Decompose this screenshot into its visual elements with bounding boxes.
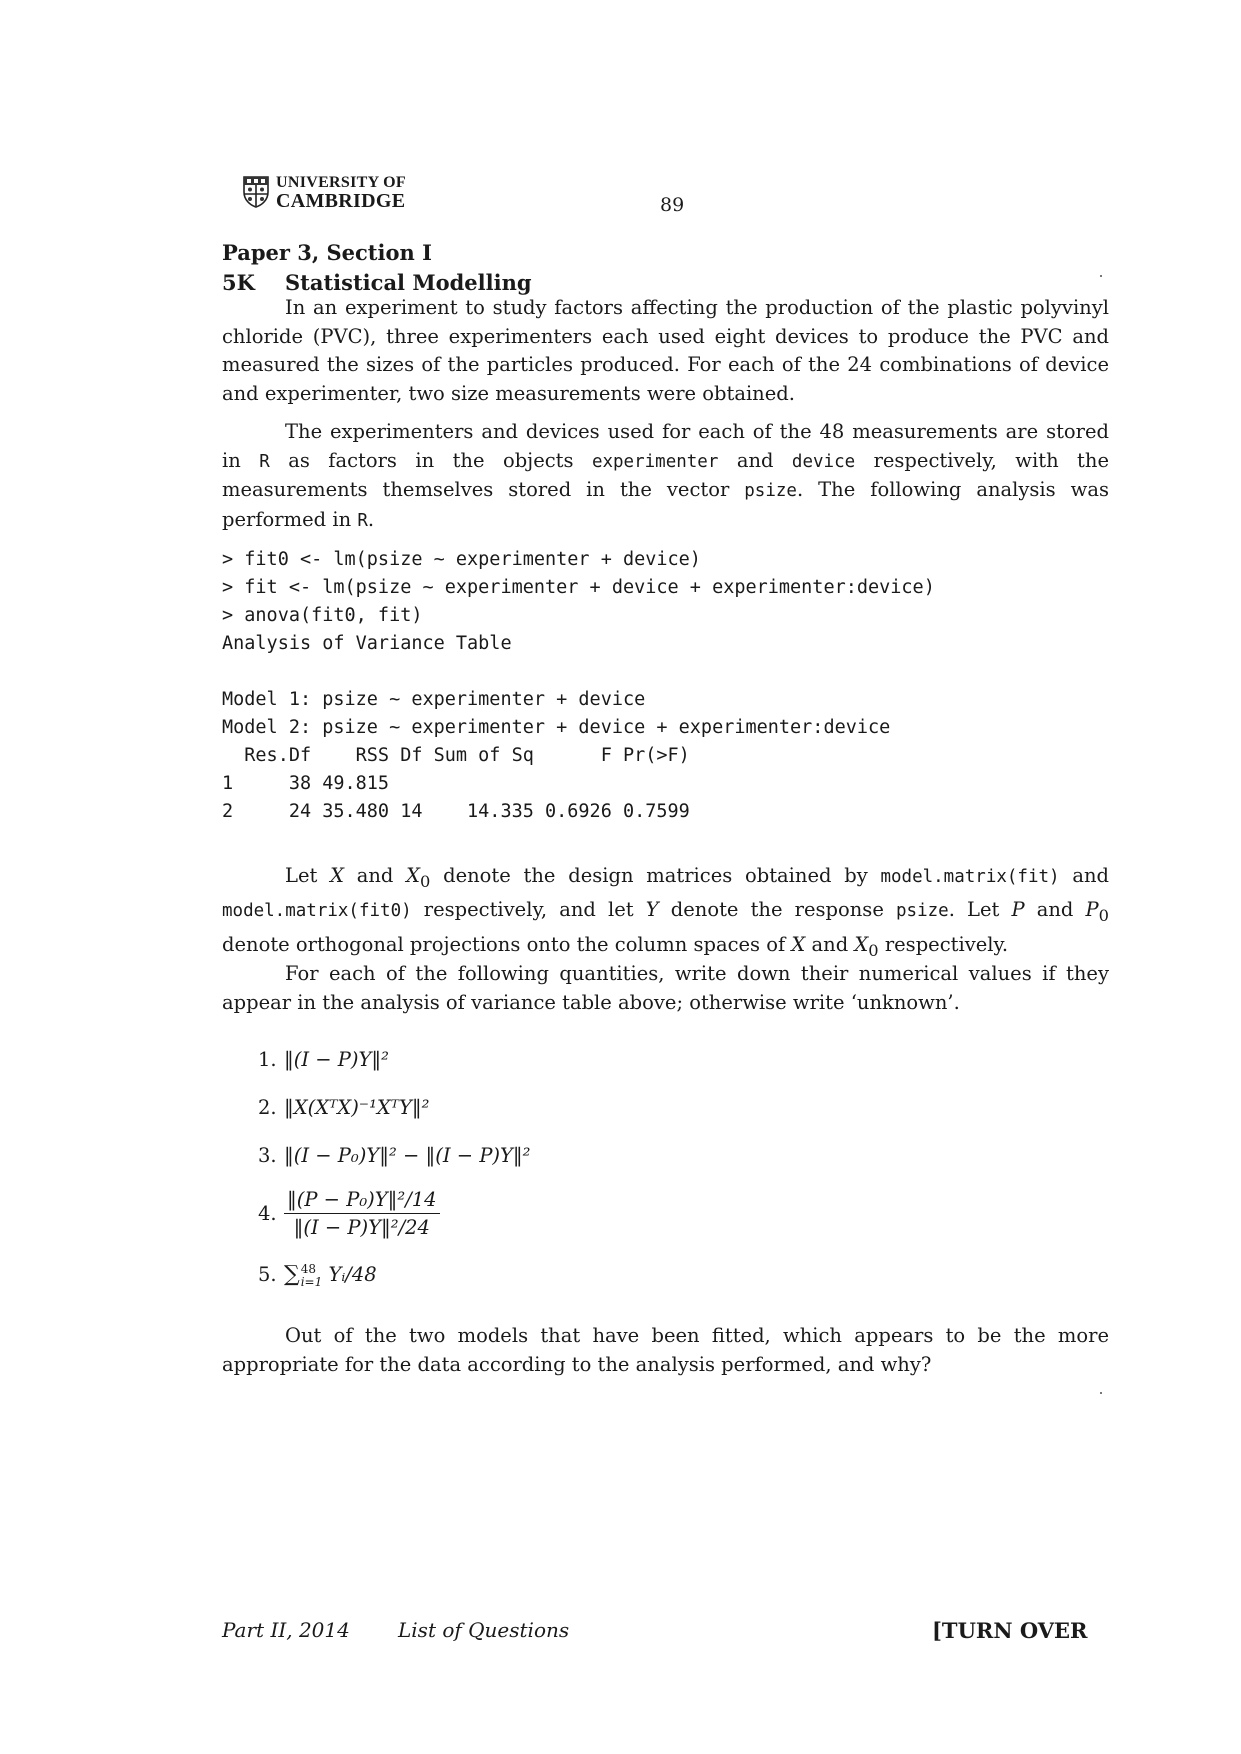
r-code-output: > fit0 <- lm(psize ~ experimenter + device) > fit <- lm(psize ~ experimenter + device + experimenter:device) > anova(fit0, fit) Analysis of Variance Table Model 1: psize ~ experimenter + device Model 2: psize ~ experimenter + device + experimenter:device Res.Df RSS Df Sum of Sq F Pr(>F) 1 38 49.815 2 24 35.480 14 14.335 0.6926 0.7599 [222, 549, 935, 822]
p2-text-a: The experimenters and devices used for each of the 48 measurements are stored in [222, 420, 1109, 472]
code-psize: psize [744, 481, 797, 501]
paragraph-data-description [222, 418, 1109, 535]
math-p: P [1011, 898, 1025, 922]
r-code-2: R [357, 510, 368, 531]
list-item-1 [258, 1048, 389, 1071]
university-line2: CAMBRIDGE [276, 190, 406, 212]
page-number: 89 [660, 194, 685, 216]
p3-text-i: denote orthogonal projections onto the column spaces of [222, 932, 792, 956]
p3-text-c: denote the design matrices obtained by [430, 864, 881, 887]
math-p0-sub: 0 [1098, 906, 1110, 926]
math-x0-2-sub: 0 [868, 940, 879, 960]
math-x-2: X [791, 932, 806, 956]
item-number: 1. [258, 1048, 277, 1071]
expression-5: Yᵢ/48 [322, 1263, 377, 1286]
footer-turn-over: [TURN OVER [932, 1618, 1088, 1643]
paragraph-question-text: Out of the two models that have been fitted, which appears to be the more appropriate for the data according to the analysis performed, and why? [222, 1324, 1109, 1376]
question-id: 5K [222, 270, 255, 295]
sum-symbol: ∑ [284, 1262, 300, 1287]
code-experimenter: experimenter [591, 451, 719, 472]
footer-list-of-questions: List of Questions [398, 1618, 570, 1642]
math-x0: X [406, 864, 421, 887]
margin-dot [1100, 275, 1102, 277]
code-model-matrix-fit0: model.matrix(fit0) [222, 901, 412, 922]
list-item-2 [258, 1096, 429, 1119]
r-code-1: R [259, 451, 270, 472]
fraction [284, 1188, 440, 1239]
list-item-3 [258, 1144, 530, 1167]
p3-text-h: and [1024, 898, 1086, 922]
p3-text-d: and [1059, 864, 1110, 887]
math-x: X [330, 864, 344, 887]
math-x0-2: X [854, 932, 869, 956]
paragraph-definitions [222, 862, 1109, 965]
p3-text-a: Let [285, 864, 331, 887]
item-number: 5. [258, 1263, 277, 1286]
expression-2: ‖X(XᵀX)⁻¹XᵀY‖² [284, 1096, 430, 1119]
p3-text-f: denote the response [658, 898, 896, 922]
paragraph-instructions [222, 960, 1109, 1017]
p2-text-f: . [367, 507, 375, 531]
math-x0-sub: 0 [420, 871, 431, 891]
cambridge-crest-icon [243, 176, 269, 208]
list-item-5 [258, 1262, 377, 1289]
paragraph-instructions-text: For each of the following quantities, write down their numerical values if they appear in the analysis of variance table above; otherwise write ‘unknown’. [222, 962, 1109, 1014]
paragraph-intro [222, 294, 1109, 408]
p3-text-j: and [805, 932, 855, 956]
sum-limits [301, 1263, 323, 1289]
p3-text-g: . Let [948, 898, 1012, 922]
fraction-numerator: ‖(P − P₀)Y‖²/14 [284, 1188, 440, 1214]
code-device: device [791, 451, 856, 472]
p2-text-b: as factors in the objects [269, 448, 592, 472]
item-number: 3. [258, 1144, 277, 1167]
expression-3: ‖(I − P₀)Y‖² − ‖(I − P)Y‖² [284, 1144, 531, 1167]
code-psize-2: psize [896, 901, 949, 922]
university-logo [243, 174, 406, 210]
paper-section-heading: Paper 3, Section I [222, 240, 432, 265]
university-line1: UNIVERSITY OF [276, 174, 406, 191]
sum-upper-limit: 48 [300, 1261, 316, 1276]
footer-part: Part II, 2014 [222, 1618, 350, 1642]
university-name [276, 174, 406, 210]
paragraph-question [222, 1322, 1109, 1379]
p2-text-e: . The following analysis was performed in [222, 478, 1109, 531]
item-number: 4. [258, 1202, 277, 1225]
item-number: 2. [258, 1096, 277, 1119]
math-y: Y [645, 898, 659, 922]
p2-text-d: respectively, with the measurements themselves stored in the vector [222, 448, 1109, 501]
math-p0: P [1085, 898, 1099, 922]
list-item-4 [258, 1188, 440, 1239]
question-title: Statistical Modelling [285, 270, 532, 295]
paragraph-intro-text: In an experiment to study factors affecting the production of the plastic polyvinyl chloride (PVC), three experimenters each used eight devices to produce the PVC and measured the sizes of the particles produced. For each of the 24 combinations of device and experimenter, two size measurements were obtained. [222, 296, 1109, 405]
p3-text-e: respectively, and let [411, 898, 646, 922]
sum-lower-limit: i=1 [300, 1274, 323, 1289]
p3-text-k: respectively. [878, 932, 1009, 956]
fraction-denominator: ‖(I − P)Y‖²/24 [293, 1216, 430, 1239]
margin-dot [1100, 1392, 1102, 1394]
code-model-matrix-fit: model.matrix(fit) [880, 867, 1060, 887]
p2-text-c: and [718, 448, 792, 472]
p3-text-b: and [343, 864, 407, 887]
expression-1: ‖(I − P)Y‖² [284, 1048, 389, 1071]
